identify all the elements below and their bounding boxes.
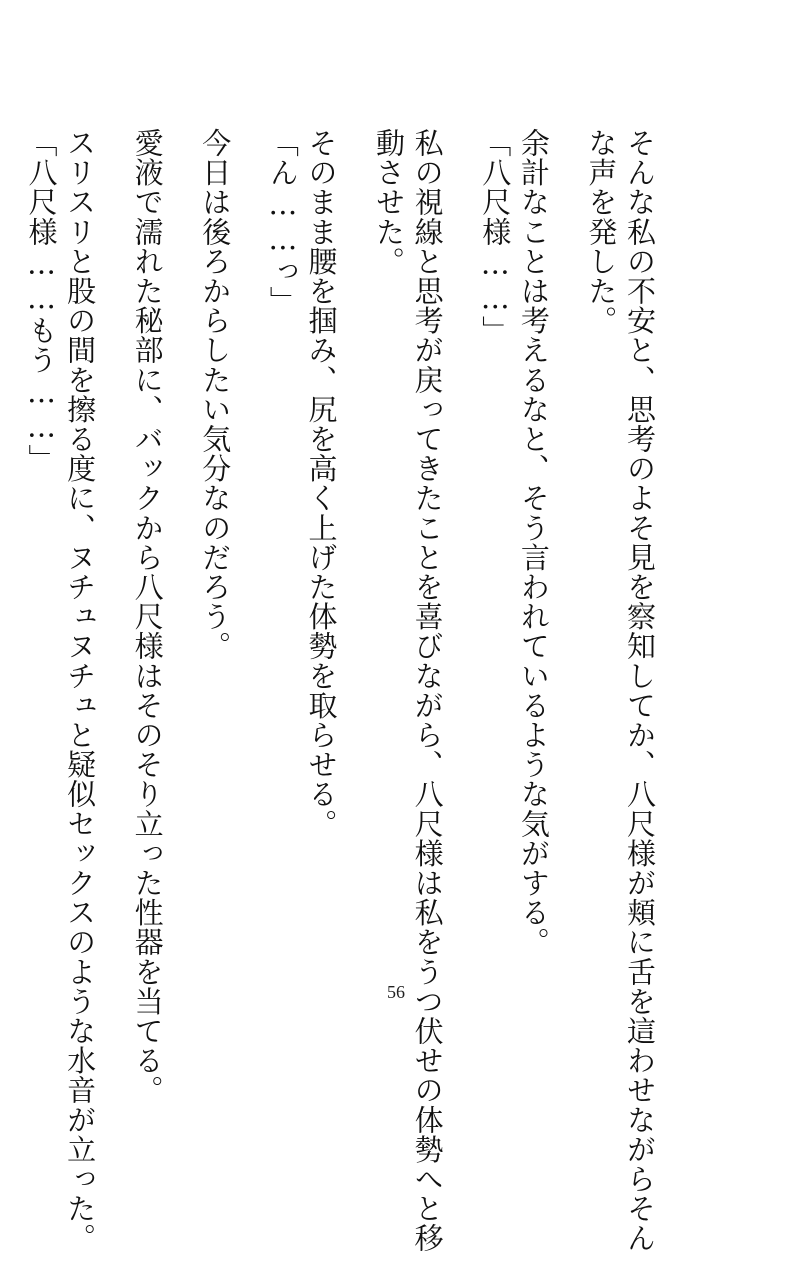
text-line: 愛液で濡れた秘部に、バックから八尺様はそのそり立った性器を当てる。	[130, 128, 165, 1105]
dialogue-line: 「八尺様……」	[478, 128, 513, 346]
text-line: 動させた。	[372, 128, 407, 276]
text-line: 今日は後ろからしたい気分なのだろう。	[198, 128, 233, 661]
text-line: 私の視線と思考が戻ってきたことを喜びながら、八尺様は私をうつ伏せの体勢へと移	[410, 128, 445, 1253]
text-line: そんな私の不安と、思考のよそ見を察知してか、八尺様が頬に舌を這わせながらそん	[623, 128, 657, 1253]
text-line	[0, 128, 22, 988]
text-line: そのまま腰を掴み、尻を高く上げた体勢を取らせる。	[304, 128, 339, 839]
text-line: 余計なことは考えるなと、そう言われているような気がする。	[516, 128, 551, 957]
page-number: 56	[387, 982, 405, 1002]
text-line: な声を発した。	[584, 128, 619, 336]
dialogue-line: 「ん……っ」	[265, 128, 300, 316]
text-line: スリスリと股の間を擦る度に、ヌチュヌチュと疑似セックスのような水音が立った。	[63, 128, 98, 1253]
dialogue-line: 「八尺様……もう……」	[24, 128, 59, 474]
